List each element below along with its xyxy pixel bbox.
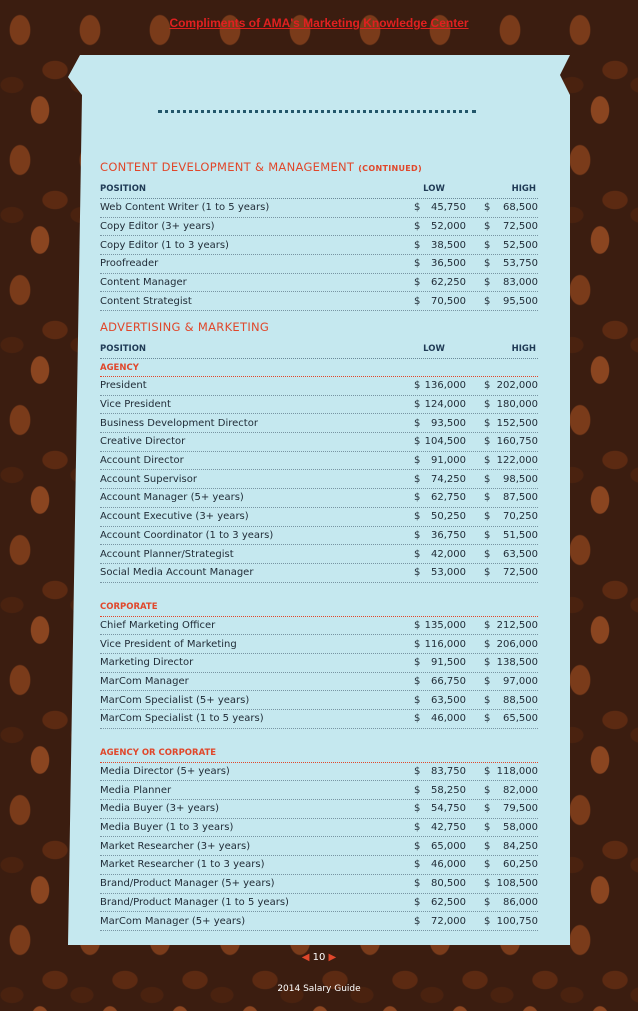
table-row bbox=[100, 564, 538, 583]
high-salary-value: 63,500 bbox=[503, 548, 538, 560]
position-cell: Market Researcher (1 to 3 years) bbox=[100, 859, 265, 871]
high-salary-value: 152,500 bbox=[496, 417, 538, 429]
low-salary-value: 124,000 bbox=[424, 399, 466, 411]
low-salary-cell bbox=[414, 657, 466, 668]
table-row bbox=[100, 617, 538, 636]
column-header-low: LOW bbox=[423, 184, 445, 194]
currency-symbol: $ bbox=[414, 694, 421, 706]
currency-symbol: $ bbox=[484, 766, 491, 778]
high-salary-value: 79,500 bbox=[503, 803, 538, 815]
dotted-divider bbox=[158, 110, 476, 113]
low-salary-cell bbox=[414, 436, 466, 447]
high-salary-cell bbox=[484, 455, 538, 466]
currency-symbol: $ bbox=[484, 380, 491, 392]
currency-symbol: $ bbox=[484, 619, 491, 631]
currency-symbol: $ bbox=[414, 619, 421, 631]
high-salary-cell bbox=[484, 822, 538, 833]
currency-symbol: $ bbox=[484, 473, 491, 485]
low-salary-cell bbox=[414, 713, 466, 724]
currency-symbol: $ bbox=[484, 713, 491, 725]
currency-symbol: $ bbox=[414, 529, 421, 541]
low-salary-cell bbox=[414, 296, 466, 307]
position-cell: Marketing Director bbox=[100, 657, 194, 669]
high-salary-cell bbox=[484, 380, 538, 391]
table-row bbox=[100, 545, 538, 564]
currency-symbol: $ bbox=[484, 784, 491, 796]
high-salary-cell bbox=[484, 399, 538, 410]
currency-symbol: $ bbox=[484, 202, 491, 214]
high-salary-value: 82,000 bbox=[503, 784, 538, 796]
high-salary-cell bbox=[484, 803, 538, 814]
low-salary-cell bbox=[414, 530, 466, 541]
low-salary-value: 65,000 bbox=[431, 840, 466, 852]
currency-symbol: $ bbox=[414, 277, 421, 289]
low-salary-cell bbox=[414, 549, 466, 560]
position-cell: MarCom Manager (5+ years) bbox=[100, 915, 246, 927]
high-salary-cell bbox=[484, 492, 538, 503]
salary-table bbox=[100, 199, 538, 311]
section-title bbox=[100, 320, 538, 334]
currency-symbol: $ bbox=[484, 399, 491, 411]
high-salary-value: 72,500 bbox=[503, 567, 538, 579]
low-salary-cell bbox=[414, 916, 466, 927]
low-salary-value: 62,250 bbox=[431, 277, 466, 289]
currency-symbol: $ bbox=[414, 859, 421, 871]
low-salary-value: 46,000 bbox=[431, 859, 466, 871]
position-cell: Proofreader bbox=[100, 258, 159, 270]
position-cell: Creative Director bbox=[100, 436, 186, 448]
currency-symbol: $ bbox=[484, 567, 491, 579]
currency-symbol: $ bbox=[484, 803, 491, 815]
low-salary-value: 63,500 bbox=[431, 694, 466, 706]
position-cell: Media Planner bbox=[100, 784, 172, 796]
high-salary-cell bbox=[484, 258, 538, 269]
page-number bbox=[0, 952, 638, 963]
low-salary-value: 42,000 bbox=[431, 548, 466, 560]
table-header bbox=[100, 180, 538, 199]
previous-page-icon[interactable]: ◀ bbox=[301, 952, 310, 963]
low-salary-value: 93,500 bbox=[431, 417, 466, 429]
currency-symbol: $ bbox=[414, 657, 421, 669]
table-header bbox=[100, 340, 538, 359]
high-salary-value: 60,250 bbox=[503, 859, 538, 871]
low-salary-cell bbox=[414, 418, 466, 429]
table-row bbox=[100, 199, 538, 218]
high-salary-cell bbox=[484, 418, 538, 429]
position-cell: Chief Marketing Officer bbox=[100, 619, 216, 631]
section-content-development bbox=[100, 160, 538, 311]
position-cell: President bbox=[100, 380, 147, 392]
position-cell: Vice President bbox=[100, 399, 171, 411]
high-salary-value: 51,500 bbox=[503, 529, 538, 541]
low-salary-value: 46,000 bbox=[431, 713, 466, 725]
low-salary-value: 54,750 bbox=[431, 803, 466, 815]
position-cell: Account Supervisor bbox=[100, 473, 197, 485]
low-salary-value: 136,000 bbox=[424, 380, 466, 392]
high-salary-value: 206,000 bbox=[496, 638, 538, 650]
low-salary-value: 62,750 bbox=[431, 492, 466, 504]
high-salary-cell bbox=[484, 240, 538, 251]
low-salary-value: 45,750 bbox=[431, 202, 466, 214]
currency-symbol: $ bbox=[484, 840, 491, 852]
high-salary-value: 70,250 bbox=[503, 511, 538, 523]
currency-symbol: $ bbox=[484, 417, 491, 429]
group-label-agency: AGENCY bbox=[100, 359, 538, 377]
currency-symbol: $ bbox=[414, 878, 421, 890]
high-salary-value: 212,500 bbox=[496, 619, 538, 631]
high-salary-cell bbox=[484, 878, 538, 889]
next-page-icon[interactable]: ▶ bbox=[328, 952, 337, 963]
high-salary-value: 202,000 bbox=[496, 380, 538, 392]
table-row bbox=[100, 508, 538, 527]
currency-symbol: $ bbox=[484, 638, 491, 650]
table-row bbox=[100, 396, 538, 415]
currency-symbol: $ bbox=[484, 455, 491, 467]
high-salary-value: 160,750 bbox=[496, 436, 538, 448]
column-header-position: POSITION bbox=[100, 344, 147, 354]
low-salary-cell bbox=[414, 277, 466, 288]
low-salary-cell bbox=[414, 695, 466, 706]
high-salary-cell bbox=[484, 676, 538, 687]
high-salary-value: 138,500 bbox=[496, 657, 538, 669]
high-salary-cell bbox=[484, 916, 538, 927]
currency-symbol: $ bbox=[414, 202, 421, 214]
low-salary-cell bbox=[414, 639, 466, 650]
low-salary-cell bbox=[414, 878, 466, 889]
high-salary-cell bbox=[484, 713, 538, 724]
currency-symbol: $ bbox=[484, 492, 491, 504]
currency-symbol: $ bbox=[484, 239, 491, 251]
high-salary-value: 86,000 bbox=[503, 896, 538, 908]
high-salary-cell bbox=[484, 657, 538, 668]
low-salary-cell bbox=[414, 897, 466, 908]
section-advertising-marketing bbox=[100, 320, 538, 931]
high-salary-value: 122,000 bbox=[496, 455, 538, 467]
column-header-high: HIGH bbox=[511, 184, 536, 194]
table-row bbox=[100, 654, 538, 673]
currency-symbol: $ bbox=[414, 417, 421, 429]
position-cell: Copy Editor (3+ years) bbox=[100, 221, 215, 233]
high-salary-cell bbox=[484, 436, 538, 447]
currency-symbol: $ bbox=[414, 713, 421, 725]
currency-symbol: $ bbox=[484, 548, 491, 560]
currency-symbol: $ bbox=[414, 548, 421, 560]
currency-symbol: $ bbox=[414, 822, 421, 834]
high-salary-value: 72,500 bbox=[503, 221, 538, 233]
position-cell: Media Buyer (3+ years) bbox=[100, 803, 220, 815]
currency-symbol: $ bbox=[484, 221, 491, 233]
currency-symbol: $ bbox=[414, 567, 421, 579]
section-title-text: CONTENT DEVELOPMENT & MANAGEMENT bbox=[100, 160, 355, 174]
low-salary-value: 36,750 bbox=[431, 529, 466, 541]
high-salary-value: 58,000 bbox=[503, 822, 538, 834]
high-salary-value: 68,500 bbox=[503, 202, 538, 214]
table-row bbox=[100, 255, 538, 274]
currency-symbol: $ bbox=[414, 436, 421, 448]
currency-symbol: $ bbox=[414, 675, 421, 687]
currency-symbol: $ bbox=[484, 511, 491, 523]
low-salary-value: 91,500 bbox=[431, 657, 466, 669]
table-row bbox=[100, 236, 538, 255]
table-row bbox=[100, 218, 538, 237]
low-salary-cell bbox=[414, 567, 466, 578]
high-salary-value: 65,500 bbox=[503, 713, 538, 725]
table-row bbox=[100, 837, 538, 856]
low-salary-cell bbox=[414, 492, 466, 503]
currency-symbol: $ bbox=[414, 258, 421, 270]
currency-symbol: $ bbox=[414, 638, 421, 650]
low-salary-cell bbox=[414, 803, 466, 814]
low-salary-cell bbox=[414, 676, 466, 687]
table-row bbox=[100, 274, 538, 293]
currency-symbol: $ bbox=[414, 380, 421, 392]
low-salary-cell bbox=[414, 240, 466, 251]
high-salary-value: 87,500 bbox=[503, 492, 538, 504]
position-cell: MarCom Specialist (1 to 5 years) bbox=[100, 713, 264, 725]
column-header-high: HIGH bbox=[511, 344, 536, 354]
table-row bbox=[100, 691, 538, 710]
page-number-text: 10 bbox=[312, 952, 326, 963]
high-salary-value: 95,500 bbox=[503, 295, 538, 307]
low-salary-value: 36,500 bbox=[431, 258, 466, 270]
currency-symbol: $ bbox=[484, 657, 491, 669]
low-salary-cell bbox=[414, 511, 466, 522]
table-row bbox=[100, 912, 538, 931]
currency-symbol: $ bbox=[414, 766, 421, 778]
high-salary-value: 97,000 bbox=[503, 675, 538, 687]
low-salary-cell bbox=[414, 380, 466, 391]
high-salary-cell bbox=[484, 695, 538, 706]
currency-symbol: $ bbox=[484, 822, 491, 834]
position-cell: Market Researcher (3+ years) bbox=[100, 840, 251, 852]
section-title-text: ADVERTISING & MARKETING bbox=[100, 320, 270, 334]
section-title bbox=[100, 160, 538, 174]
high-salary-cell bbox=[484, 221, 538, 232]
low-salary-cell bbox=[414, 474, 466, 485]
position-cell: Account Executive (3+ years) bbox=[100, 511, 249, 523]
currency-symbol: $ bbox=[414, 239, 421, 251]
table-row bbox=[100, 527, 538, 546]
currency-symbol: $ bbox=[414, 915, 421, 927]
high-salary-value: 53,750 bbox=[503, 258, 538, 270]
footer-title: 2014 Salary Guide bbox=[277, 984, 361, 994]
high-salary-value: 88,500 bbox=[503, 694, 538, 706]
low-salary-value: 83,750 bbox=[431, 766, 466, 778]
currency-symbol: $ bbox=[484, 694, 491, 706]
position-cell: MarCom Specialist (5+ years) bbox=[100, 694, 250, 706]
currency-symbol: $ bbox=[414, 295, 421, 307]
currency-symbol: $ bbox=[414, 896, 421, 908]
low-salary-cell bbox=[414, 455, 466, 466]
low-salary-value: 66,750 bbox=[431, 675, 466, 687]
high-salary-value: 83,000 bbox=[503, 277, 538, 289]
low-salary-value: 58,250 bbox=[431, 784, 466, 796]
high-salary-value: 118,000 bbox=[496, 766, 538, 778]
low-salary-cell bbox=[414, 822, 466, 833]
currency-symbol: $ bbox=[484, 896, 491, 908]
table-row bbox=[100, 635, 538, 654]
low-salary-cell bbox=[414, 766, 466, 777]
currency-symbol: $ bbox=[484, 258, 491, 270]
low-salary-value: 50,250 bbox=[431, 511, 466, 523]
low-salary-cell bbox=[414, 620, 466, 631]
position-cell: Content Strategist bbox=[100, 295, 192, 307]
high-salary-cell bbox=[484, 277, 538, 288]
low-salary-value: 80,500 bbox=[431, 878, 466, 890]
position-cell: Media Director (5+ years) bbox=[100, 766, 230, 778]
low-salary-value: 72,000 bbox=[431, 915, 466, 927]
section-title-suffix: (CONTINUED) bbox=[358, 164, 422, 173]
currency-symbol: $ bbox=[484, 295, 491, 307]
position-cell: MarCom Manager bbox=[100, 675, 189, 687]
high-salary-value: 100,750 bbox=[496, 915, 538, 927]
position-cell: Account Coordinator (1 to 3 years) bbox=[100, 529, 274, 541]
low-salary-value: 116,000 bbox=[424, 638, 466, 650]
high-salary-cell bbox=[484, 296, 538, 307]
high-salary-cell bbox=[484, 202, 538, 213]
high-salary-cell bbox=[484, 567, 538, 578]
column-header-low: LOW bbox=[423, 344, 445, 354]
position-cell: Brand/Product Manager (1 to 5 years) bbox=[100, 896, 289, 908]
low-salary-cell bbox=[414, 859, 466, 870]
currency-symbol: $ bbox=[484, 859, 491, 871]
high-salary-cell bbox=[484, 841, 538, 852]
column-header-position: POSITION bbox=[100, 184, 147, 194]
low-salary-value: 62,500 bbox=[431, 896, 466, 908]
high-salary-cell bbox=[484, 511, 538, 522]
low-salary-value: 135,000 bbox=[424, 619, 466, 631]
low-salary-cell bbox=[414, 399, 466, 410]
position-cell: Account Manager (5+ years) bbox=[100, 492, 244, 504]
currency-symbol: $ bbox=[414, 803, 421, 815]
position-cell: Media Buyer (1 to 3 years) bbox=[100, 822, 234, 834]
table-row bbox=[100, 781, 538, 800]
position-cell: Brand/Product Manager (5+ years) bbox=[100, 878, 275, 890]
group-label-agency-or-corporate: AGENCY OR CORPORATE bbox=[100, 745, 538, 763]
high-salary-value: 84,250 bbox=[503, 840, 538, 852]
currency-symbol: $ bbox=[414, 511, 421, 523]
position-cell: Content Manager bbox=[100, 277, 187, 289]
currency-symbol: $ bbox=[484, 436, 491, 448]
low-salary-cell bbox=[414, 258, 466, 269]
currency-symbol: $ bbox=[484, 878, 491, 890]
table-row bbox=[100, 763, 538, 782]
salary-table bbox=[100, 763, 538, 931]
table-row bbox=[100, 470, 538, 489]
low-salary-value: 38,500 bbox=[431, 239, 466, 251]
low-salary-cell bbox=[414, 202, 466, 213]
position-cell: Account Planner/Strategist bbox=[100, 548, 234, 560]
low-salary-cell bbox=[414, 221, 466, 232]
table-row bbox=[100, 433, 538, 452]
high-salary-value: 180,000 bbox=[496, 399, 538, 411]
low-salary-value: 53,000 bbox=[431, 567, 466, 579]
table-row bbox=[100, 452, 538, 471]
high-salary-value: 108,500 bbox=[496, 878, 538, 890]
salary-table bbox=[100, 377, 538, 583]
table-row bbox=[100, 800, 538, 819]
currency-symbol: $ bbox=[414, 399, 421, 411]
low-salary-cell bbox=[414, 785, 466, 796]
table-row bbox=[100, 414, 538, 433]
table-row bbox=[100, 377, 538, 396]
position-cell: Business Development Director bbox=[100, 417, 258, 429]
currency-symbol: $ bbox=[484, 529, 491, 541]
currency-symbol: $ bbox=[414, 221, 421, 233]
high-salary-cell bbox=[484, 549, 538, 560]
table-row bbox=[100, 875, 538, 894]
low-salary-value: 74,250 bbox=[431, 473, 466, 485]
high-salary-value: 98,500 bbox=[503, 473, 538, 485]
currency-symbol: $ bbox=[414, 784, 421, 796]
low-salary-value: 42,750 bbox=[431, 822, 466, 834]
high-salary-cell bbox=[484, 766, 538, 777]
currency-symbol: $ bbox=[414, 492, 421, 504]
table-row bbox=[100, 819, 538, 838]
sponsor-banner-link[interactable]: Compliments of AMA's Marketing Knowledge Center bbox=[169, 16, 469, 30]
position-cell: Copy Editor (1 to 3 years) bbox=[100, 239, 229, 251]
group-label-corporate: CORPORATE bbox=[100, 599, 538, 617]
high-salary-cell bbox=[484, 897, 538, 908]
high-salary-value: 52,500 bbox=[503, 239, 538, 251]
position-cell: Social Media Account Manager bbox=[100, 567, 254, 579]
table-row bbox=[100, 673, 538, 692]
currency-symbol: $ bbox=[484, 277, 491, 289]
currency-symbol: $ bbox=[484, 675, 491, 687]
high-salary-cell bbox=[484, 639, 538, 650]
table-row bbox=[100, 710, 538, 729]
position-cell: Account Director bbox=[100, 455, 184, 467]
currency-symbol: $ bbox=[414, 455, 421, 467]
low-salary-value: 52,000 bbox=[431, 221, 466, 233]
low-salary-value: 70,500 bbox=[431, 295, 466, 307]
table-row bbox=[100, 292, 538, 311]
position-cell: Web Content Writer (1 to 5 years) bbox=[100, 202, 270, 214]
table-row bbox=[100, 856, 538, 875]
currency-symbol: $ bbox=[414, 840, 421, 852]
high-salary-cell bbox=[484, 785, 538, 796]
high-salary-cell bbox=[484, 620, 538, 631]
high-salary-cell bbox=[484, 859, 538, 870]
currency-symbol: $ bbox=[484, 915, 491, 927]
low-salary-value: 104,500 bbox=[424, 436, 466, 448]
low-salary-value: 91,000 bbox=[431, 455, 466, 467]
salary-table bbox=[100, 617, 538, 729]
position-cell: Vice President of Marketing bbox=[100, 638, 237, 650]
table-row bbox=[100, 489, 538, 508]
high-salary-cell bbox=[484, 474, 538, 485]
currency-symbol: $ bbox=[414, 473, 421, 485]
table-row bbox=[100, 894, 538, 913]
high-salary-cell bbox=[484, 530, 538, 541]
low-salary-cell bbox=[414, 841, 466, 852]
